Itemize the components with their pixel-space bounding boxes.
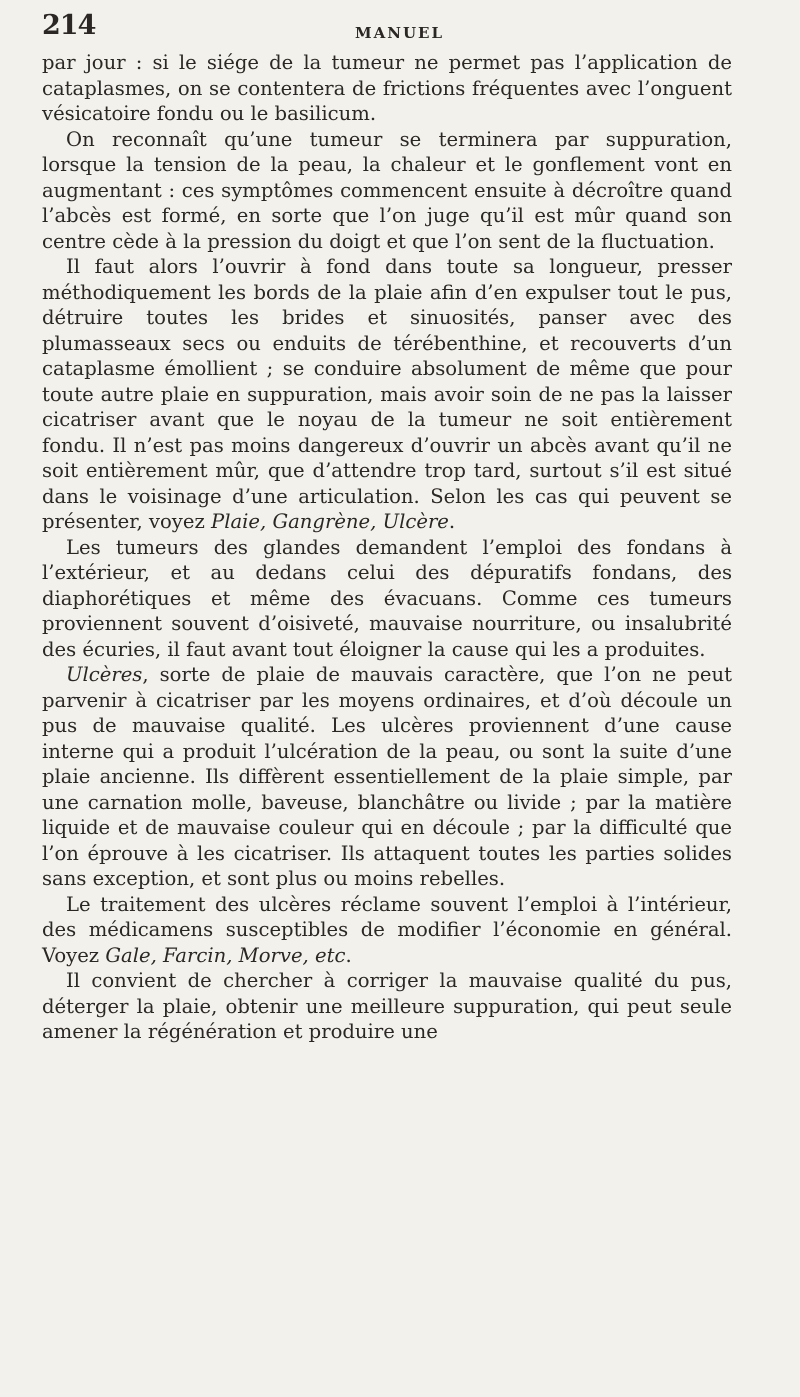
paragraph-ulcers-definition (42, 662, 732, 892)
paragraph-suppuration-signs (42, 127, 732, 255)
paragraph-text: , sorte de plaie de mauvais caractère, que l’on ne peut parvenir à cicatriser par les moyens ordinaires, et d’où découle un pus de mauvaise qualité. Les ulcères proviennent d’une cause interne qui a produit l’ulcération de la peau, ou sont la suite d’une plaie ancienne. Ils diffèrent essentiellement de la plaie simple, par une carnation molle, baveuse, blanchâtre ou livide ; par la matière liquide et de mauvaise couleur qui en découle ; par la difficulté que l’on éprouve à les cicatriser. Ils attaquent toutes les parties solides sans exception, et sont plus ou moins rebelles. (42, 663, 732, 890)
cross-reference: Gale, Farcin, Morve, etc (105, 943, 346, 967)
paragraph-text: Les tumeurs des glandes demandent l’emploi des fondans à l’extérieur, et au dedans celui des dépuratifs fondans, des diaphorétiques et même des évacuans. Comme ces tumeurs proviennent souvent d’oisiveté, mauvaise nourriture, ou insalubrité des écuries, il faut avant tout éloigner la cause qui les a produites. (42, 535, 732, 661)
paragraph-text: On reconnaît qu’une tumeur se terminera par suppuration, lorsque la tension de la peau, la chaleur et le gonflement vont en augmentant : ces symptômes commencent ensuite à décroître quand l’abcès est formé, en sorte que l’on juge qu’il est mûr quand son centre cède à la pression du doigt et que l’on sent de la fluctuation. (42, 127, 732, 253)
paragraph-correct-pus (42, 968, 732, 1045)
paragraph-text: Il convient de chercher à corriger la mauvaise qualité du pus, déterger la plaie, obtenir une meilleure suppuration, qui peut seule amener la régénération et produire une (42, 969, 732, 1043)
paragraph-end: . (448, 510, 456, 533)
paragraph-text: Le traitement des ulcères réclame souvent l’emploi à l’intérieur, des médicamens susceptibles de modifier l’économie en général. Voyez (42, 892, 732, 967)
running-head: MANUEL (355, 24, 445, 42)
page-number: 214 (42, 10, 96, 41)
paragraph-text: par jour : si le siége de la tumeur ne permet pas l’application de cataplasmes, on se contentera de frictions fréquentes avec l’onguent vésicatoire fondu ou le basilicum. (42, 51, 732, 125)
paragraph-gland-tumors (42, 535, 732, 663)
body-text (42, 50, 732, 1045)
paragraph-text: Il faut alors l’ouvrir à fond dans toute sa longueur, presser méthodiquement les bords de la plaie afin d’en expulser tout le pus, détruire toutes les brides et sinuosités, panser avec des plumasseaux secs ou enduits de térébenthine, et recouverts d’un cataplasme émollient ; se conduire absolument de même que pour toute autre plaie en suppuration, mais avoir soin de ne pas la laisser cicatriser avant que le noyau de la tumeur ne soit entièrement fondu. Il n’est pas moins dangereux d’ouvrir un abcès avant qu’il ne soit entièrement mûr, que d’attendre trop tard, surtout s’il est situé dans le voisinage d’une articulation. Selon les cas qui peuvent se présenter, voyez (42, 255, 732, 533)
entry-heading: Ulcères (66, 663, 143, 686)
paragraph-ulcer-treatment (42, 892, 732, 969)
paragraph-opening-abscess (42, 254, 732, 535)
page-header (42, 10, 732, 50)
paragraph-end: . (345, 943, 352, 967)
cross-reference: Plaie, Gangrène, Ulcère (211, 510, 449, 533)
paragraph-tumor-friction (42, 50, 732, 127)
